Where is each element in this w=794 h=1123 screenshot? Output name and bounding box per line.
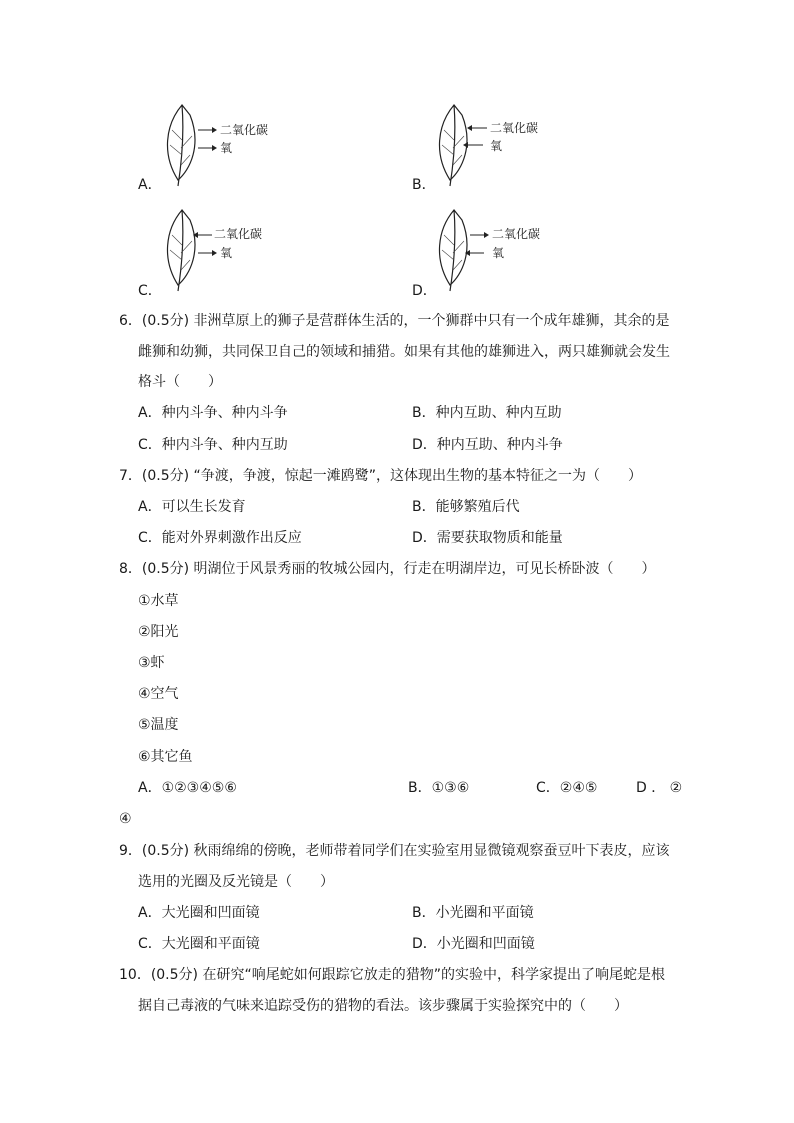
q7-option-c: C．能对外界刺激作出反应 [138,530,302,546]
q6-option-d: D．种内互助、种内斗争 [412,437,563,453]
leaf-d-co2-label: 二氧化碳 [492,227,541,241]
q7-option-a: A．可以生长发育 [138,499,246,515]
q9-option-c: C．大光圈和平面镜 [138,936,260,952]
q6-option-a: A．种内斗争、种内斗争 [138,405,288,421]
q8-item-4: ④空气 [138,686,179,702]
leaf-a-co2-label: 二氧化碳 [220,123,269,137]
option-d-label: D． [412,283,437,299]
leaf-c-co2-label: 二氧化碳 [214,227,263,241]
q6-option-c: C．种内斗争、种内互助 [138,437,288,453]
leaf-d-o2-label: 氧 [492,246,505,260]
q7-option-d: D．需要获取物质和能量 [412,530,563,546]
q8-item-5: ⑤温度 [138,717,179,733]
q8-option-d-continued: ④ [119,811,132,827]
q8-option-c: C．②④⑤ [536,780,598,796]
q7-stem-line1: 7．(0.5分) “争渡，争渡，惊起一滩鸥鹭”，这体现出生物的基本特征之一为（ ） [119,468,643,484]
q9-option-b: B．小光圈和平面镜 [412,905,534,921]
leaf-b-o2-label: 氧 [490,139,503,153]
q8-stem-line1: 8．(0.5分) 明湖位于风景秀丽的牧城公园内，行走在明湖岸边，可见长桥卧波（ ） [119,561,656,577]
q9-option-a: A．大光圈和凹面镜 [138,905,260,921]
q8-item-1: ①水草 [138,593,179,609]
q8-item-6: ⑥其它鱼 [138,749,193,765]
option-c-label: C． [138,283,162,299]
leaf-b-co2-label: 二氧化碳 [490,121,539,135]
q8-option-a: A．①②③④⑤⑥ [138,780,237,796]
q10-stem-line2: 据自己毒液的气味来追踪受伤的猎物的看法。该步骤属于实验探究中的（ ） [138,998,628,1014]
q8-item-2: ②阳光 [138,624,179,640]
q6-stem-line2: 雌狮和幼狮，共同保卫自己的领域和捕猎。如果有其他的雄狮进入，两只雄狮就会发生 [138,344,670,360]
option-a-label: A． [138,177,162,193]
q7-option-b: B．能够繁殖后代 [412,499,520,515]
q8-item-3: ③虾 [138,655,165,671]
q9-stem-line1: 9．(0.5分) 秋雨绵绵的傍晚，老师带着同学们在实验室用显微镜观察蚕豆叶下表皮，应该 [119,843,670,859]
q6-stem-line3: 格斗（ ） [138,374,222,390]
q9-stem-line2: 选用的光圈及反光镜是（ ） [138,874,334,890]
q8-option-d: D ． ② [636,780,683,796]
leaf-a-o2-label: 氧 [220,141,233,155]
leaf-c-o2-label: 氧 [220,246,233,260]
q8-option-b: B．①③⑥ [408,780,470,796]
q10-stem-line1: 10．(0.5分) 在研究“响尾蛇如何跟踪它放走的猎物”的实验中，科学家提出了响尾蛇是根 [119,967,665,983]
q9-option-d: D．小光圈和凹面镜 [412,936,535,952]
q6-option-b: B．种内互助、种内互助 [412,405,562,421]
option-b-label: B． [412,177,436,193]
q6-stem-line1: 6．(0.5分) 非洲草原上的狮子是营群体生活的，一个狮群中只有一个成年雄狮，其余的是 [119,313,670,329]
